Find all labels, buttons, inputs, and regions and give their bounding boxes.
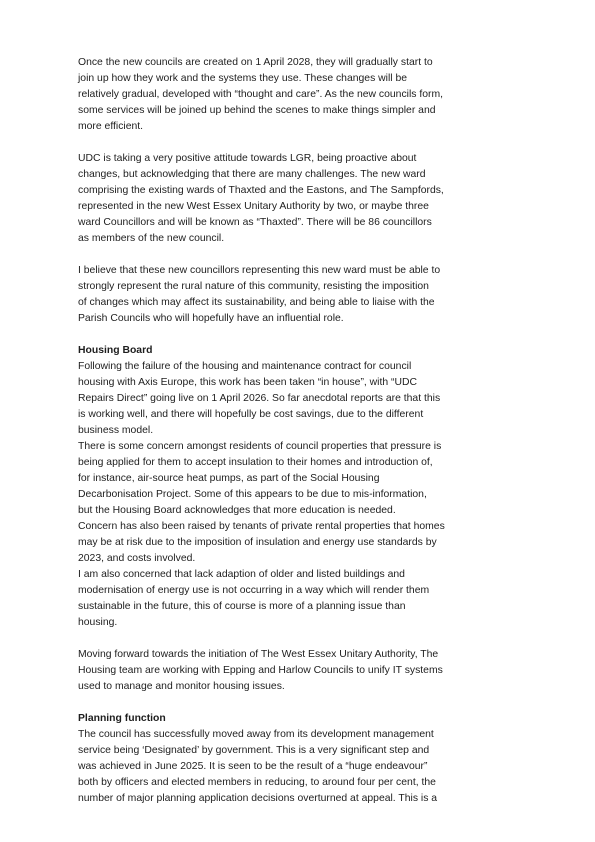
text-line: UDC is taking a very positive attitude towards LGR, being proactive about [78, 153, 417, 164]
paragraph-new-councils [78, 55, 522, 135]
paragraph-udc-lgr [78, 151, 522, 247]
text-line: as members of the new council. [78, 233, 225, 244]
text-line: of changes which may affect its sustainability, and being able to liaise with the [78, 297, 435, 308]
text-line: Following the failure of the housing and maintenance contract for council [78, 361, 412, 372]
text-line: The council has successfully moved away from its development management [78, 729, 434, 740]
text-line: 2023, and costs involved. [78, 553, 196, 564]
text-line: Decarbonisation Project. Some of this appears to be due to mis-information, [78, 489, 427, 500]
text-line: used to manage and monitor housing issues. [78, 681, 285, 692]
section-heading: Planning function [78, 713, 166, 724]
text-line: is working well, and there will hopefully be cost savings, due to the different [78, 409, 424, 420]
text-line: being applied for them to accept insulation to their homes and introduction of, [78, 457, 433, 468]
section-housing-board [78, 343, 522, 695]
text-line: Concern has also been raised by tenants of private rental properties that homes [78, 521, 445, 532]
text-line: join up how they work and the systems they use. These changes will be [78, 73, 408, 84]
text-line: ward Councillors and will be known as “Thaxted”. There will be 86 councillors [78, 217, 432, 228]
text-line: I am also concerned that lack adaption of older and listed buildings and [78, 569, 405, 580]
text-line: more efficient. [78, 121, 144, 132]
document-body [78, 55, 522, 807]
text-line: changes, but acknowledging that there are many challenges. The new ward [78, 169, 426, 180]
text-line: may be at risk due to the imposition of insulation and energy use standards by [78, 537, 437, 548]
paragraph-gap [78, 695, 522, 711]
text-line: I believe that these new councillors representing this new ward must be able to [78, 265, 441, 276]
text-line: Repairs Direct” going live on 1 April 2026. So far anecdotal reports are that this [78, 393, 441, 404]
text-line: relatively gradual, developed with “thought and care”. As the new councils form, [78, 89, 444, 100]
text-line: number of major planning application decisions overturned at appeal. This is a [78, 793, 438, 804]
text-line: housing with Axis Europe, this work has been taken “in house”, with “UDC [78, 377, 418, 388]
text-line: Parish Councils who will hopefully have an influential role. [78, 313, 344, 324]
text-line: modernisation of energy use is not occurring in a way which will render them [78, 585, 430, 596]
paragraph-councillors [78, 263, 522, 327]
text-line: Housing team are working with Epping and Harlow Councils to unify IT systems [78, 665, 443, 676]
text-line: sustainable in the future, this of course is more of a planning issue than [78, 601, 406, 612]
text-line: business model. [78, 425, 154, 436]
text-line: service being ‘Designated’ by government. This is a very significant step and [78, 745, 430, 756]
text-line: both by officers and elected members in reducing, to around four per cent, the [78, 777, 436, 788]
paragraph-gap [78, 247, 522, 263]
paragraph-gap [78, 631, 522, 647]
section-heading: Housing Board [78, 345, 153, 356]
text-line: for instance, air-source heat pumps, as part of the Social Housing [78, 473, 380, 484]
text-line: some services will be joined up behind the scenes to make things simpler and [78, 105, 436, 116]
text-line: Once the new councils are created on 1 April 2028, they will gradually start to [78, 57, 433, 68]
paragraph-gap [78, 135, 522, 151]
text-line: was achieved in June 2025. It is seen to be the result of a “huge endeavour” [78, 761, 428, 772]
text-line: comprising the existing wards of Thaxted and the Eastons, and The Sampfords, [78, 185, 444, 196]
text-line: but the Housing Board acknowledges that more education is needed. [78, 505, 396, 516]
paragraph-gap [78, 327, 522, 343]
text-line: housing. [78, 617, 118, 628]
section-planning-function [78, 711, 522, 807]
text-line: strongly represent the rural nature of this community, resisting the imposition [78, 281, 429, 292]
text-line: represented in the new West Essex Unitary Authority by two, or maybe three [78, 201, 429, 212]
text-line: There is some concern amongst residents of council properties that pressure is [78, 441, 442, 452]
text-line: Moving forward towards the initiation of The West Essex Unitary Authority, The [78, 649, 439, 660]
